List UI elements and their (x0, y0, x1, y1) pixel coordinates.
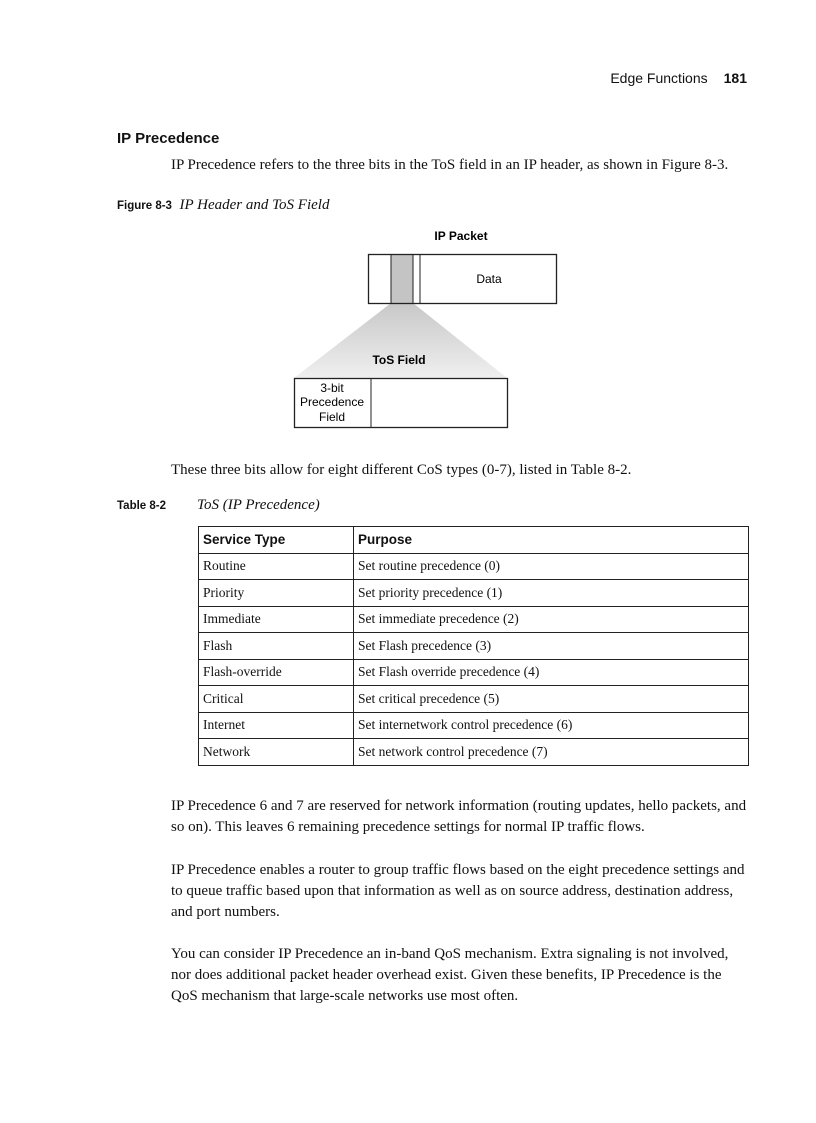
precedence-table (198, 526, 749, 766)
cell-purpose: Set internetwork control precedence (6) (354, 712, 749, 739)
table-title: ToS (IP Precedence) (197, 497, 320, 513)
cell-service-type: Routine (199, 553, 354, 580)
precedence-line-2: Precedence (299, 395, 365, 409)
table-row (199, 553, 749, 580)
cell-service-type: Priority (199, 580, 354, 607)
header-service-type: Service Type (199, 527, 354, 554)
table-row (199, 606, 749, 633)
page-number: 181 (723, 70, 747, 86)
table-header-row (199, 527, 749, 554)
cell-purpose: Set Flash precedence (3) (354, 633, 749, 660)
body-paragraph: You can consider IP Precedence an in-band QoS mechanism. Extra signaling is not involved, nor does additional packet header overhead exist. Given these benefits, IP Precedence is the QoS mechanism that large-scale networks use most often. (171, 946, 729, 1004)
figure-title: IP Header and ToS Field (179, 197, 330, 213)
table-row (199, 686, 749, 713)
cell-service-type: Critical (199, 686, 354, 713)
table-row (199, 712, 749, 739)
table-row (199, 580, 749, 607)
tos-field-label: ToS Field (372, 353, 426, 367)
precedence-line-3: Field (318, 410, 346, 424)
table-caption (117, 497, 320, 514)
table-row (199, 633, 749, 660)
cell-purpose: Set network control precedence (7) (354, 739, 749, 766)
cell-service-type: Flash-override (199, 659, 354, 686)
header-purpose: Purpose (354, 527, 749, 554)
ip-packet-label: IP Packet (434, 229, 488, 243)
tos-field-segment (391, 254, 413, 303)
data-label: Data (476, 272, 502, 286)
precedence-line-1: 3-bit (320, 381, 344, 395)
cell-purpose: Set immediate precedence (2) (354, 606, 749, 633)
section-title: Edge Functions (610, 70, 708, 86)
cell-service-type: Immediate (199, 606, 354, 633)
section-heading: IP Precedence (117, 130, 220, 147)
cell-purpose: Set priority precedence (1) (354, 580, 749, 607)
cell-purpose: Set critical precedence (5) (354, 686, 749, 713)
intro-paragraph: IP Precedence refers to the three bits in the ToS field in an IP header, as shown in Figure 8-3. (171, 157, 729, 173)
ip-header-diagram (0, 0, 816, 440)
cell-service-type: Flash (199, 633, 354, 660)
cell-purpose: Set Flash override precedence (4) (354, 659, 749, 686)
cell-service-type: Internet (199, 712, 354, 739)
figure-label: Figure 8-3 (117, 200, 172, 212)
cell-service-type: Network (199, 739, 354, 766)
cell-purpose: Set routine precedence (0) (354, 553, 749, 580)
table-row (199, 659, 749, 686)
table-row (199, 739, 749, 766)
body-paragraph: IP Precedence enables a router to group traffic flows based on the eight precedence settings and to queue traffic based upon that information as well as on source address, destination address, and port numbers. (171, 862, 745, 920)
body-paragraph: IP Precedence 6 and 7 are reserved for network information (routing updates, hello packets, and so on). This leaves 6 remaining precedence settings for normal IP traffic flows. (171, 798, 747, 835)
table-label: Table 8-2 (117, 500, 166, 512)
figure-followup-paragraph: These three bits allow for eight different CoS types (0-7), listed in Table 8-2. (171, 462, 632, 478)
